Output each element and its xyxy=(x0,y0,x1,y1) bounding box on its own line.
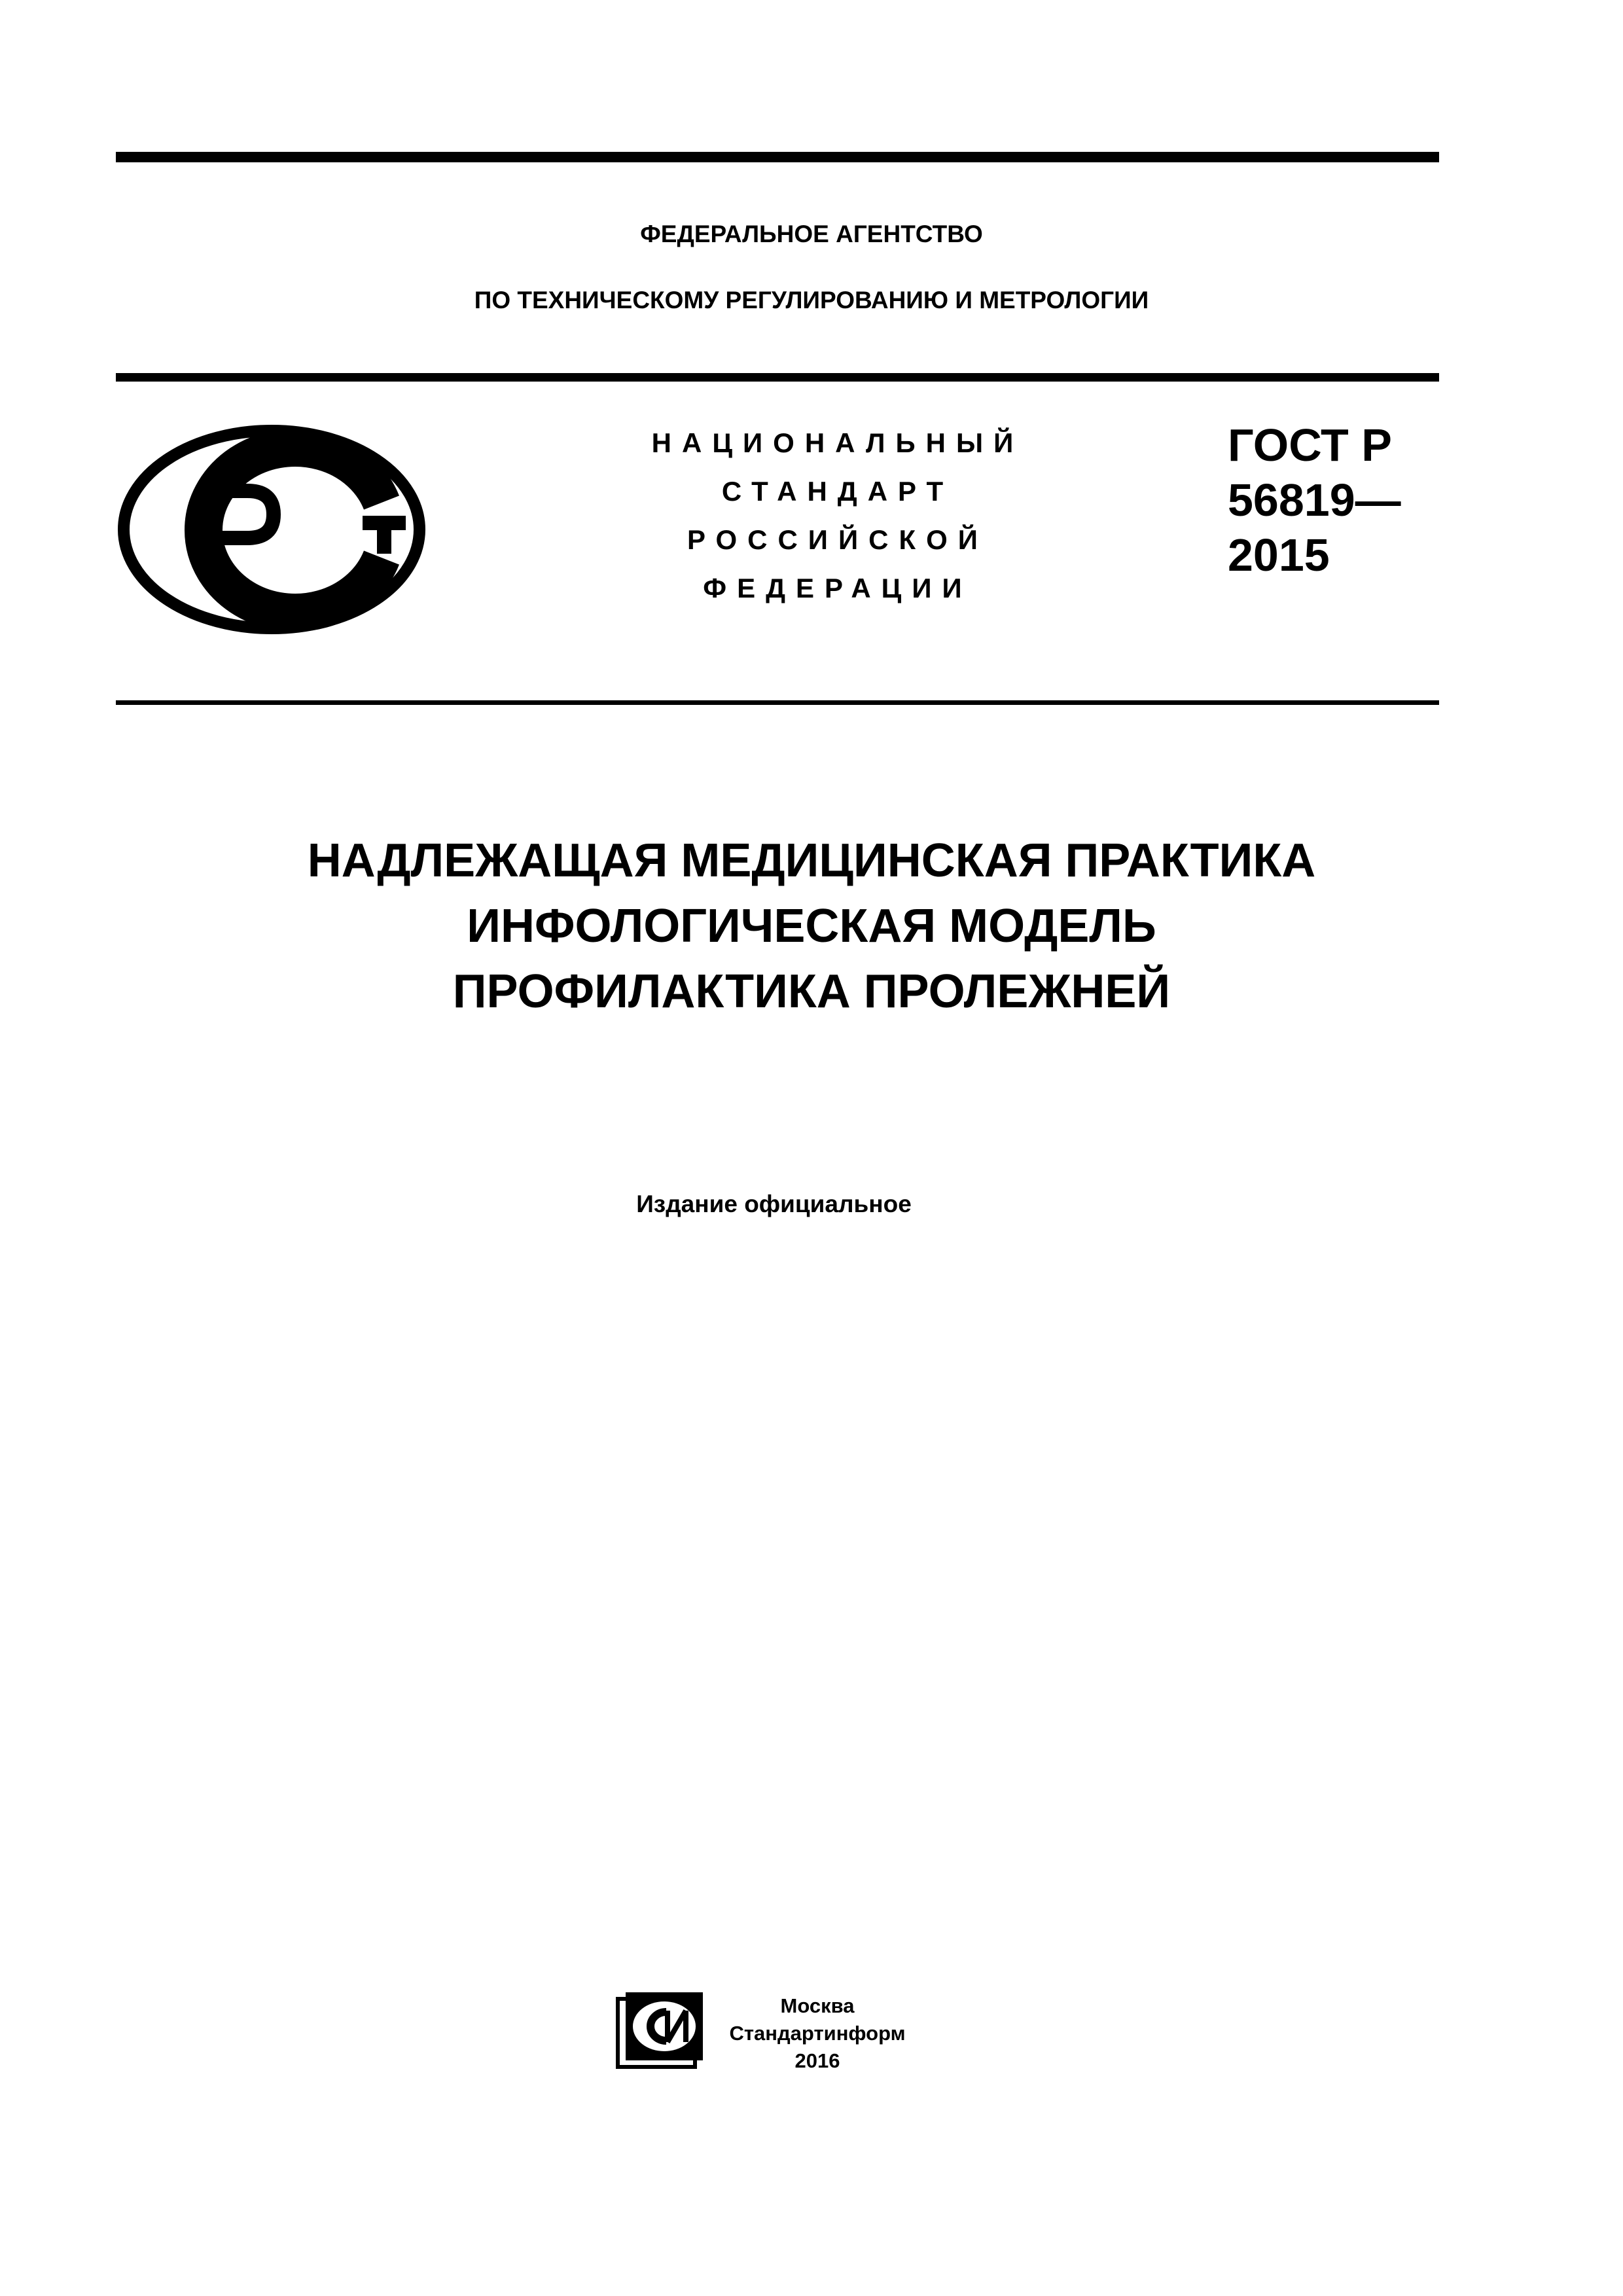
designation-line-1: ГОСТ Р xyxy=(1228,420,1392,471)
standard-type xyxy=(589,419,1086,613)
designation-line-3: 2015 xyxy=(1228,529,1330,581)
title-line-1: НАДЛЕЖАЩАЯ МЕДИЦИНСКАЯ ПРАКТИКА xyxy=(307,834,1316,887)
publisher-year: 2016 xyxy=(794,2049,840,2072)
publisher-name: Стандартинформ xyxy=(729,2022,906,2045)
bottom-rule xyxy=(116,700,1439,705)
designation-line-2: 56819— xyxy=(1228,475,1401,526)
agency-line-1: ФЕДЕРАЛЬНОЕ АГЕНТСТВО xyxy=(640,221,983,247)
standard-type-line-2: СТАНДАРТ xyxy=(721,476,954,507)
gost-r-emblem-icon xyxy=(116,424,427,635)
publisher-info xyxy=(722,1992,912,2075)
standard-type-line-4: ФЕДЕРАЦИИ xyxy=(703,573,972,603)
publisher-city: Москва xyxy=(780,1994,855,2017)
edition-label: Издание официальное xyxy=(636,1191,912,1217)
standard-type-line-1: НАЦИОНАЛЬНЫЙ xyxy=(651,427,1024,458)
standard-type-line-3: РОССИЙСКОЙ xyxy=(687,524,988,555)
top-rule xyxy=(116,152,1439,162)
title-line-3: ПРОФИЛАКТИКА ПРОЛЕЖНЕЙ xyxy=(452,965,1171,1018)
document-title xyxy=(0,828,1623,1024)
standartinform-logo-icon xyxy=(615,1990,707,2075)
middle-rule xyxy=(116,373,1439,382)
title-line-2: ИНФОЛОГИЧЕСКАЯ МОДЕЛЬ xyxy=(467,900,1156,952)
standard-designation xyxy=(1228,418,1450,583)
agency-line-2: ПО ТЕХНИЧЕСКОМУ РЕГУЛИРОВАНИЮ И МЕТРОЛОГИИ xyxy=(474,287,1149,314)
